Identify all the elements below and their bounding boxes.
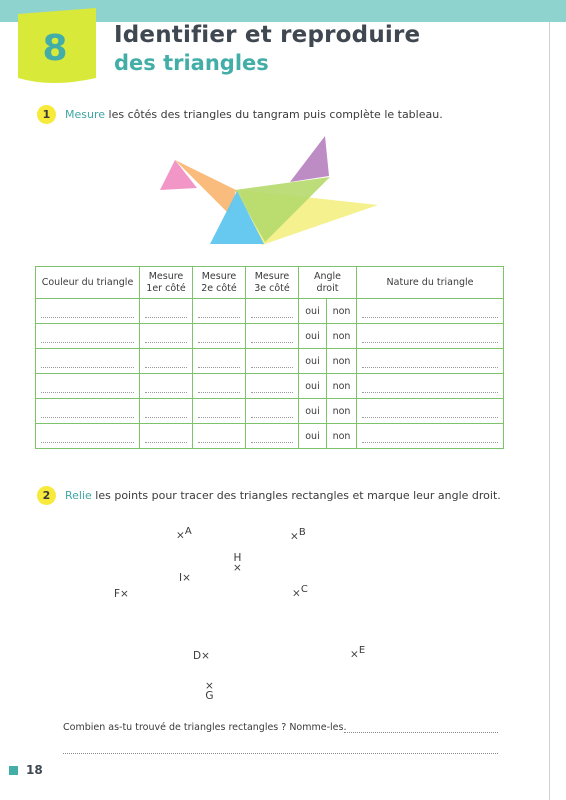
tangram-figure [150, 130, 390, 250]
non-option[interactable]: non [327, 349, 357, 374]
oui-option[interactable]: oui [299, 299, 327, 324]
nature-cell[interactable] [357, 299, 504, 324]
exercise-2-text: les points pour tracer des triangles rectangles et marque leur angle droit. [91, 489, 501, 502]
point-h[interactable]: H × [233, 552, 242, 574]
side1-cell[interactable] [140, 324, 193, 349]
page-subtitle: des triangles [114, 51, 269, 75]
answer-line-1[interactable] [344, 732, 498, 733]
side2-cell[interactable] [193, 349, 246, 374]
exercise-1-text: les côtés des triangles du tangram puis complète le tableau. [105, 108, 443, 121]
col-header-side2: Mesure 2e côté [193, 267, 246, 299]
exercise-2-badge: 2 [37, 486, 56, 505]
color-cell[interactable] [36, 299, 140, 324]
side3-cell[interactable] [246, 349, 299, 374]
side1-cell[interactable] [140, 374, 193, 399]
tangram-purple-triangle [290, 136, 329, 182]
nature-cell[interactable] [357, 424, 504, 449]
col-header-side1: Mesure 1er côté [140, 267, 193, 299]
point-d[interactable]: D× [193, 650, 210, 662]
color-cell[interactable] [36, 399, 140, 424]
color-cell[interactable] [36, 374, 140, 399]
non-option[interactable]: non [327, 424, 357, 449]
nature-cell[interactable] [357, 349, 504, 374]
oui-option[interactable]: oui [299, 374, 327, 399]
table-row [36, 399, 504, 424]
point-c[interactable]: ×$^C$ [292, 584, 308, 600]
non-option[interactable]: non [327, 324, 357, 349]
color-cell[interactable] [36, 349, 140, 374]
color-cell[interactable] [36, 424, 140, 449]
non-option[interactable]: non [327, 399, 357, 424]
color-cell[interactable] [36, 324, 140, 349]
footer-marker [9, 766, 18, 775]
table-row [36, 324, 504, 349]
point-a[interactable]: ×$^A$ [176, 526, 192, 542]
page-title: Identifier et reproduire [114, 22, 421, 48]
col-header-nature: Nature du triangle [357, 267, 504, 299]
side2-cell[interactable] [193, 324, 246, 349]
oui-option[interactable]: oui [299, 424, 327, 449]
exercise-2-question: Combien as-tu trouvé de triangles rectangles ? Nomme-les. [63, 722, 347, 733]
exercise-1-instruction [65, 108, 443, 121]
side1-cell[interactable] [140, 424, 193, 449]
side2-cell[interactable] [193, 399, 246, 424]
non-option[interactable]: non [327, 374, 357, 399]
point-e[interactable]: ×$^E$ [350, 645, 366, 661]
table-row [36, 374, 504, 399]
side1-cell[interactable] [140, 399, 193, 424]
oui-option[interactable]: oui [299, 349, 327, 374]
side3-cell[interactable] [246, 324, 299, 349]
chapter-number: 8 [42, 28, 68, 69]
col-header-color: Couleur du triangle [36, 267, 140, 299]
table-row [36, 349, 504, 374]
point-g[interactable]: × G [205, 680, 214, 702]
col-header-right-angle: Angle droit [299, 267, 357, 299]
oui-option[interactable]: oui [299, 324, 327, 349]
point-b[interactable]: ×$^B$ [290, 527, 306, 543]
nature-cell[interactable] [357, 374, 504, 399]
exercise-1-badge: 1 [37, 105, 56, 124]
measure-table [35, 266, 504, 449]
table-row [36, 424, 504, 449]
side1-cell[interactable] [140, 299, 193, 324]
side3-cell[interactable] [246, 424, 299, 449]
nature-cell[interactable] [357, 399, 504, 424]
side3-cell[interactable] [246, 399, 299, 424]
side3-cell[interactable] [246, 374, 299, 399]
side1-cell[interactable] [140, 349, 193, 374]
side2-cell[interactable] [193, 424, 246, 449]
exercise-2-instruction [65, 489, 501, 502]
side2-cell[interactable] [193, 299, 246, 324]
table-header-row [36, 267, 504, 299]
oui-option[interactable]: oui [299, 399, 327, 424]
answer-line-2[interactable] [63, 753, 498, 754]
page-edge-line [549, 22, 550, 800]
table-row [36, 299, 504, 324]
page-number: 18 [26, 763, 43, 777]
col-header-side3: Mesure 3e côté [246, 267, 299, 299]
point-f[interactable]: F× [114, 588, 129, 600]
exercise-1-keyword: Mesure [65, 108, 106, 121]
non-option[interactable]: non [327, 299, 357, 324]
nature-cell[interactable] [357, 324, 504, 349]
point-i[interactable]: I× [179, 572, 191, 584]
side2-cell[interactable] [193, 374, 246, 399]
exercise-2-keyword: Relie [65, 489, 92, 502]
side3-cell[interactable] [246, 299, 299, 324]
